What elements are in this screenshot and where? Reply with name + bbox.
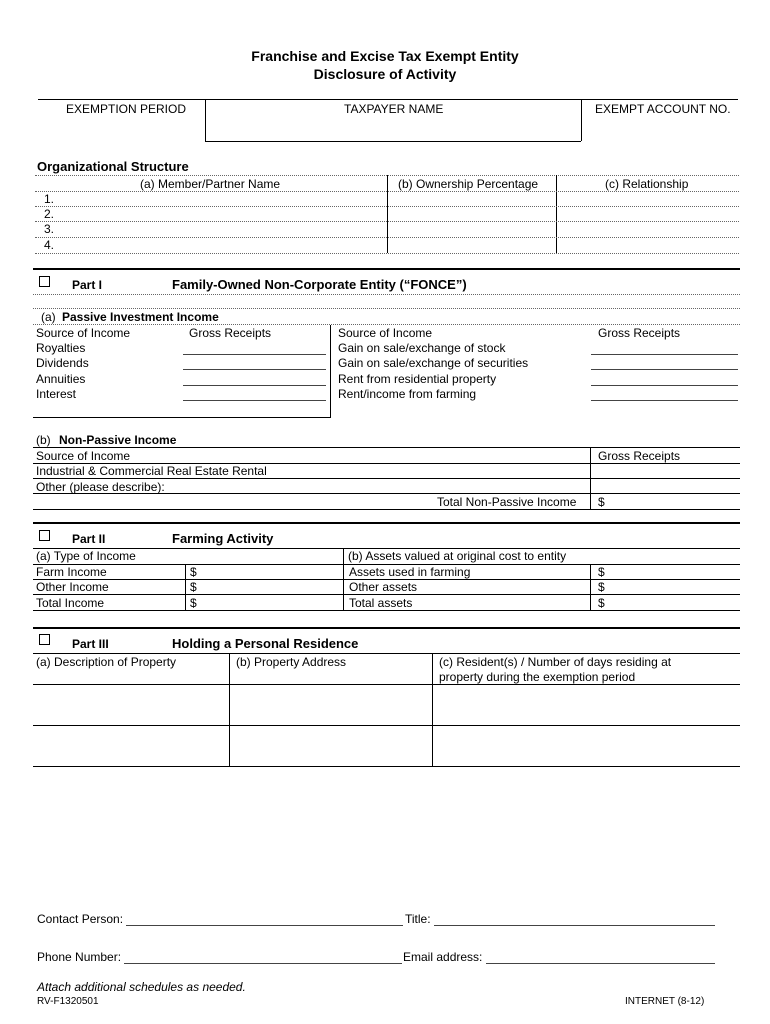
part1-rule (33, 308, 740, 309)
part1-rule (33, 294, 740, 295)
exemption-period-field[interactable] (40, 118, 200, 138)
total-income-currency: $ (190, 596, 197, 610)
property-description-field[interactable] (35, 686, 227, 724)
non-passive-source-label: Source of Income (36, 449, 131, 463)
dividends-label: Dividends (36, 356, 89, 370)
exempt-account-label: EXEMPT ACCOUNT NO. (595, 102, 731, 116)
total-assets-label: Total assets (349, 596, 413, 610)
annuities-amount-field[interactable] (183, 385, 326, 386)
part3-rule (33, 684, 740, 685)
part1-b-rule (33, 509, 740, 510)
property-address-field[interactable] (232, 727, 430, 765)
dividends-amount-field[interactable] (183, 369, 326, 370)
gain-stock-amount-field[interactable] (591, 354, 738, 355)
header-bottom-rule (205, 141, 581, 142)
part3-rule (33, 766, 740, 767)
gain-stock-label: Gain on sale/exchange of stock (338, 341, 506, 355)
org-row-number: 1. (44, 192, 55, 206)
total-assets-currency: $ (598, 596, 605, 610)
farm-income-currency: $ (190, 565, 197, 579)
property-address-field[interactable] (232, 686, 430, 724)
org-divider-1 (387, 175, 388, 253)
residents-days-field[interactable] (435, 686, 738, 724)
part1-label: Part I (72, 278, 103, 292)
part1-a-prefix: (a) (41, 310, 56, 324)
part2-a-amount-divider (185, 564, 186, 610)
form-title-line2: Disclosure of Activity (313, 66, 457, 82)
assets-heading: (b) Assets valued at original cost to entity (348, 549, 567, 563)
property-description-col: (a) Description of Property (36, 655, 177, 669)
org-row-rule (35, 221, 739, 222)
interest-label: Interest (36, 387, 77, 401)
total-income-label: Total Income (36, 596, 105, 610)
total-non-passive-label: Total Non-Passive Income (437, 495, 577, 509)
org-col-relationship: (c) Relationship (605, 177, 689, 191)
org-row-rule (35, 206, 739, 207)
header-divider-1 (205, 99, 206, 141)
other-income-label: Other Income (36, 580, 109, 594)
part2-income-amount-fields[interactable] (200, 565, 338, 609)
part1-title: Family-Owned Non-Corporate Entity (“FONCE”) (172, 277, 467, 292)
form-number: RV-F1320501 (37, 996, 99, 1007)
contact-person-field[interactable] (126, 925, 403, 926)
part1-b-rule (33, 447, 740, 448)
part1-a-bottom-left (33, 417, 331, 418)
non-passive-gross-label: Gross Receipts (598, 449, 681, 463)
part3-label: Part III (72, 637, 109, 651)
taxpayer-name-label: TAXPAYER NAME (344, 102, 444, 116)
interest-amount-field[interactable] (183, 400, 326, 401)
part3-checkbox[interactable] (39, 634, 50, 645)
type-income-heading: (a) Type of Income (36, 549, 136, 563)
exemption-period-label: EXEMPTION PERIOD (66, 102, 187, 116)
gain-securities-label: Gain on sale/exchange of securities (338, 356, 529, 370)
residents-days-field[interactable] (435, 727, 738, 765)
gross-receipts-label-right: Gross Receipts (598, 326, 681, 340)
other-assets-currency: $ (598, 580, 605, 594)
rent-farming-amount-field[interactable] (591, 400, 738, 401)
other-describe-field[interactable] (175, 479, 585, 493)
org-structure-heading: Organizational Structure (37, 159, 189, 174)
part3-divider-1 (229, 653, 230, 766)
title-field[interactable] (434, 925, 715, 926)
royalties-amount-field[interactable] (183, 354, 326, 355)
part1-rule (33, 324, 740, 325)
source-income-label-right: Source of Income (338, 326, 433, 340)
phone-number-label: Phone Number: (37, 950, 122, 964)
header-divider-2 (581, 99, 582, 141)
attach-schedules-note: Attach additional schedules as needed. (37, 980, 246, 994)
passive-income-heading: Passive Investment Income (62, 310, 219, 324)
part2-label: Part II (72, 532, 106, 546)
other-income-currency: $ (190, 580, 197, 594)
part2-rule (33, 610, 740, 611)
email-address-field[interactable] (486, 963, 715, 964)
assets-farming-label: Assets used in farming (349, 565, 471, 579)
org-row-rule (35, 237, 739, 238)
non-passive-income-heading: Non-Passive Income (59, 433, 177, 447)
part1-b-prefix: (b) (36, 433, 51, 447)
part3-title: Holding a Personal Residence (172, 636, 359, 651)
org-divider-2 (556, 175, 557, 253)
part1-checkbox[interactable] (39, 276, 50, 287)
rent-residential-label: Rent from residential property (338, 372, 497, 386)
rent-farming-label: Rent/income from farming (338, 387, 477, 401)
annuities-label: Annuities (36, 372, 86, 386)
taxpayer-name-field[interactable] (210, 118, 576, 138)
total-non-passive-currency: $ (598, 495, 605, 509)
header-top-rule (38, 99, 738, 100)
farm-income-label: Farm Income (36, 565, 107, 579)
property-address-col: (b) Property Address (236, 655, 347, 669)
part1-top-rule (33, 268, 740, 270)
phone-number-field[interactable] (124, 963, 402, 964)
part2-b-amount-divider (590, 564, 591, 610)
other-describe-label: Other (please describe): (36, 480, 165, 494)
part2-assets-amount-fields[interactable] (608, 565, 738, 609)
exempt-account-field[interactable] (586, 118, 736, 138)
residents-col-line2: property during the exemption period (439, 670, 636, 684)
org-row-number: 3. (44, 222, 55, 236)
org-row-number: 2. (44, 207, 55, 221)
gain-securities-amount-field[interactable] (591, 369, 738, 370)
part2-checkbox[interactable] (39, 530, 50, 541)
source-income-label-left: Source of Income (36, 326, 131, 340)
form-title-line1: Franchise and Excise Tax Exempt Entity (251, 48, 519, 64)
org-row-number: 4. (44, 238, 55, 252)
assets-farming-currency: $ (598, 565, 605, 579)
part1-b-rule (33, 493, 740, 494)
part3-divider-2 (432, 653, 433, 766)
org-col-ownership: (b) Ownership Percentage (398, 177, 539, 191)
rent-residential-amount-field[interactable] (591, 385, 738, 386)
contact-person-label: Contact Person: (37, 912, 124, 926)
email-address-label: Email address: (403, 950, 483, 964)
title-label: Title: (405, 912, 431, 926)
real-estate-rental-label: Industrial & Commercial Real Estate Rental (36, 464, 267, 478)
org-row-rule (35, 191, 739, 192)
residents-col-line1: (c) Resident(s) / Number of days residing at (439, 655, 672, 669)
part3-top-rule (33, 627, 740, 629)
part3-rule (33, 725, 740, 726)
gross-receipts-label-left: Gross Receipts (189, 326, 272, 340)
part2-top-rule (33, 522, 740, 524)
org-row-rule (35, 253, 739, 254)
other-assets-label: Other assets (349, 580, 418, 594)
internet-version: INTERNET (8-12) (625, 996, 705, 1007)
property-description-field[interactable] (35, 727, 227, 765)
org-col-member: (a) Member/Partner Name (140, 177, 281, 191)
part1-a-divider (330, 325, 331, 417)
part2-title: Farming Activity (172, 531, 274, 546)
part3-rule (33, 653, 740, 654)
royalties-label: Royalties (36, 341, 86, 355)
